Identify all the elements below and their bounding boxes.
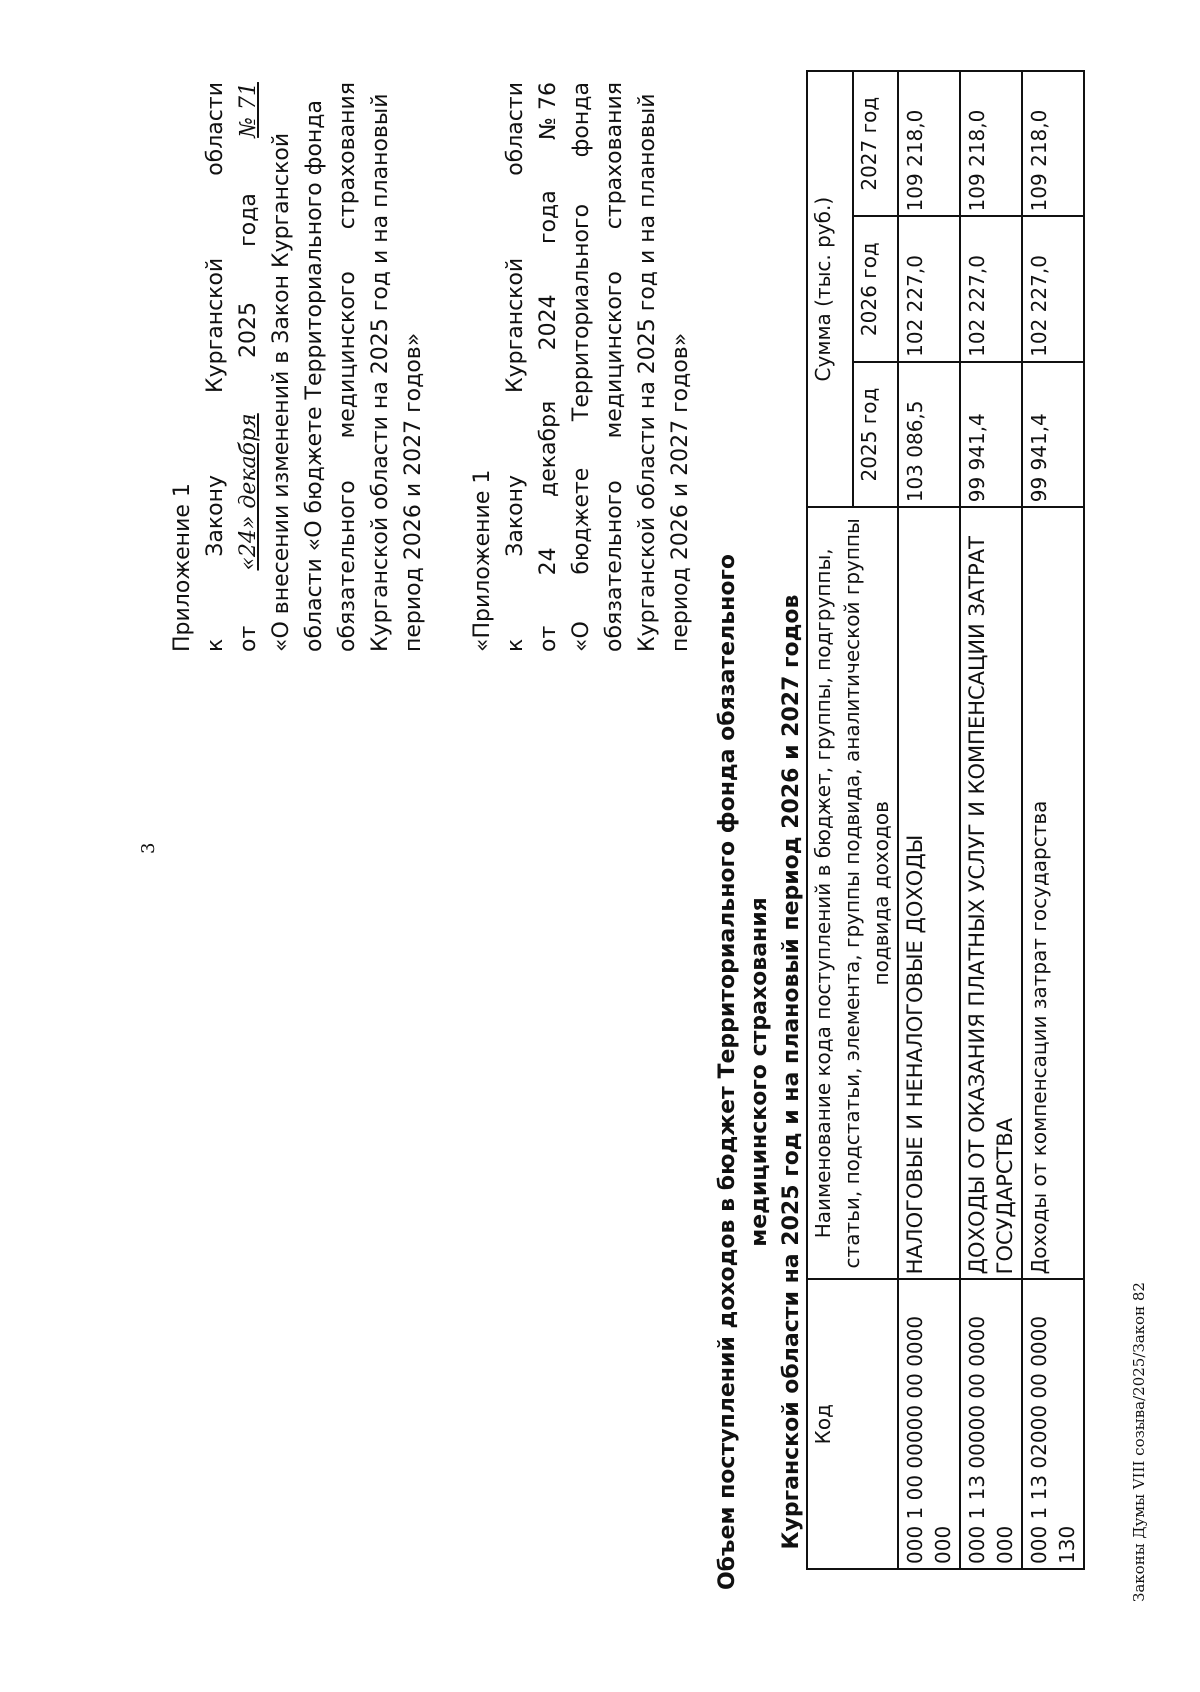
appendix-old-word: обязательного [602,480,627,652]
appendix-new-word: страхования [335,82,360,230]
appendix-old-word: области [503,82,528,176]
title-line1: Объем поступлений доходов в бюджет Территориального фонда обязательного медицинского страхования [715,553,772,1591]
document-title [712,512,808,1632]
appendix-old-line1: «Приложение 1 [470,469,495,652]
appendix-new-word: от [236,625,261,652]
appendix-new [166,82,430,652]
row-name: ДОХОДЫ ОТ ОКАЗАНИЯ ПЛАТНЫХ УСЛУГ И КОМПЕНСАЦИИ ЗАТРАТ ГОСУДАРСТВА [960,507,1022,1279]
appendix-old-law-number: № 76 [536,82,561,140]
row-value-2026: 102 227,0 [960,216,1022,361]
row-value-2025: 99 941,4 [1022,362,1084,507]
header-year-2027: 2027 год [853,71,899,216]
handwritten-date: «24» декабря [236,413,261,571]
appendix-old-word: Территориального [569,203,594,422]
header-name: Наименование кода поступлений в бюджет, группы, подгруппы, статьи, подстатьи, элемента, группы подвида, аналитической группы подвида доходов [807,507,898,1279]
title-line2: Курганской области на 2025 год и на плановый период 2026 и 2027 годов [779,594,804,1550]
appendix-old-word: Курганской [503,257,528,393]
revenue-table [806,70,1085,1570]
row-code: 000 1 13 02000 00 0000 130 [1022,1279,1084,1569]
appendix-new-word: Курганской [203,257,228,393]
appendix-new-word: области [203,82,228,176]
appendix-old-word: «О [569,621,594,652]
appendix-old-word: фонда [569,82,594,158]
footer: Законы Думы VIII созыва/2025/Закон 82 [1130,1282,1148,1602]
row-code: 000 1 13 00000 00 0000 000 [960,1279,1022,1569]
row-value-2026: 102 227,0 [1022,216,1084,361]
appendix-old-line6: Курганской области на 2025 год и на плановый [635,93,660,652]
handwritten-law-number: № 71 [236,82,261,138]
appendix-old-word: бюджете [569,467,594,575]
appendix-new-line7: Курганской области на 2025 год и на плановый [368,93,393,652]
appendix-old-word: медицинского [602,271,627,439]
page-number: 3 [138,842,159,854]
header-year-2025: 2025 год [853,362,899,507]
appendix-old-word: 2024 [536,294,561,351]
row-value-2025: 99 941,4 [960,362,1022,507]
row-value-2027: 109 218,0 [898,71,960,216]
appendix-old-word: 24 [536,547,561,576]
row-value-2025: 103 086,5 [898,362,960,507]
appendix-old [466,82,697,652]
appendix-new-word: медицинского [335,271,360,439]
appendix-old-word: Закону [503,474,528,557]
appendix-new-word: Закону [203,474,228,557]
appendix-new-word: к [203,638,228,652]
appendix-old-line7: период 2026 и 2027 годов» [668,332,693,652]
header-year-2026: 2026 год [853,216,899,361]
appendix-new-word: года [236,193,261,247]
row-name: Доходы от компенсации затрат государства [1022,507,1084,1279]
appendix-new-year: 2025 [236,302,261,359]
appendix-new-line5: области «О бюджете Территориального фонда [302,100,327,652]
appendix-old-word: года [536,190,561,244]
table-row [898,71,960,1569]
row-value-2027: 109 218,0 [960,71,1022,216]
row-value-2026: 102 227,0 [898,216,960,361]
row-name: НАЛОГОВЫЕ И НЕНАЛОГОВЫЕ ДОХОДЫ [898,507,960,1279]
appendix-old-word: к [503,638,528,652]
row-value-2027: 109 218,0 [1022,71,1084,216]
appendix-old-word: от [536,625,561,652]
table-row [1022,71,1084,1569]
table-header-row [807,71,853,1569]
header-sum: Сумма (тыс. руб.) [807,71,853,507]
appendix-old-word: декабря [536,400,561,497]
appendix-new-line4: «О внесении изменений в Закон Курганской [269,132,294,652]
row-code: 000 1 00 00000 00 0000 000 [898,1279,960,1569]
header-code: Код [807,1279,898,1569]
appendix-new-line1: Приложение 1 [170,483,195,652]
table-row [960,71,1022,1569]
appendix-old-word: страхования [602,82,627,230]
appendix-new-line8: период 2026 и 2027 годов» [401,332,426,652]
appendix-new-word: обязательного [335,480,360,652]
